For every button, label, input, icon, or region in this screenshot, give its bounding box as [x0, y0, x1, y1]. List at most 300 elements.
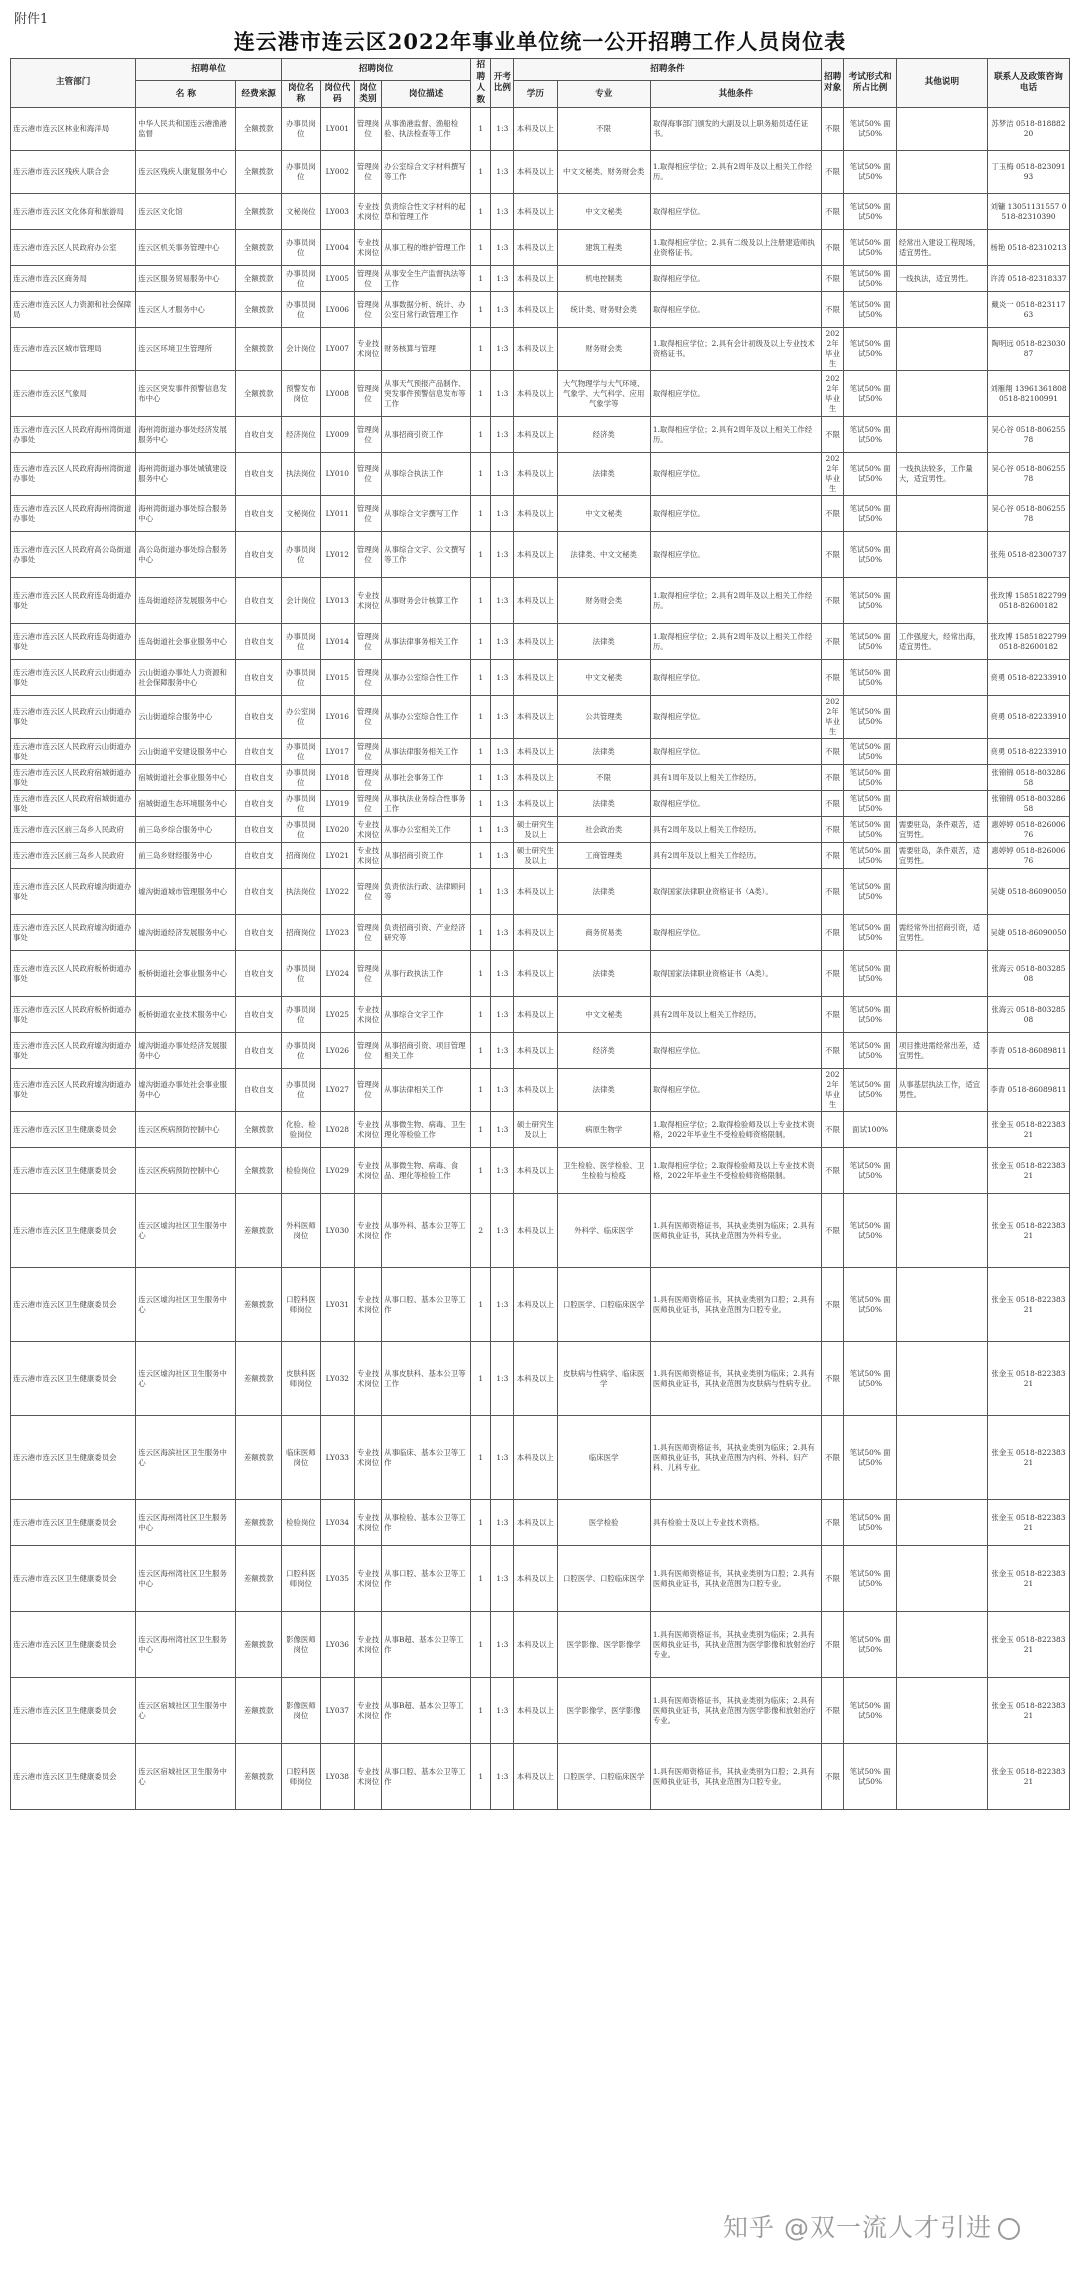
cell-other: 1.具有医师资格证书，其执业类别为口腔；2.具有医师执业证书，其执业范围为口腔专业。	[650, 1546, 821, 1612]
cell-dept: 连云港市连云区气象局	[11, 371, 136, 417]
cell-code: LY014	[320, 624, 354, 660]
cell-major: 统计类、财务财会类	[557, 292, 650, 328]
header-dept: 主管部门	[11, 59, 136, 108]
cell-major: 医学检验	[557, 1500, 650, 1546]
cell-unit: 连云区残疾人康复服务中心	[136, 151, 236, 194]
cell-num: 1	[471, 1342, 491, 1416]
cell-ratio: 1:3	[491, 1546, 514, 1612]
cell-post: 办事员岗位	[282, 108, 321, 151]
cell-unit: 墟沟街道经济发展服务中心	[136, 915, 236, 951]
cell-code: LY020	[320, 817, 354, 843]
cell-exam: 笔试50% 面试50%	[844, 1268, 896, 1342]
cell-code: LY002	[320, 151, 354, 194]
cell-note	[896, 328, 987, 371]
positions-table	[10, 58, 1070, 1810]
cell-edu: 本科及以上	[514, 194, 557, 230]
cell-type: 专业技术岗位	[354, 1416, 381, 1500]
cell-post: 口腔科医师岗位	[282, 1268, 321, 1342]
cell-edu: 本科及以上	[514, 151, 557, 194]
cell-fund: 自收自支	[236, 696, 282, 739]
cell-other: 1.具有医师资格证书，其执业类别为临床；2.具有医师执业证书，其执业范围为医学影像和放射治疗专业。	[650, 1612, 821, 1678]
cell-num: 1	[471, 371, 491, 417]
cell-desc: 从事检验、基本公卫等工作	[382, 1500, 471, 1546]
cell-target: 不限	[821, 843, 844, 869]
cell-note	[896, 1148, 987, 1194]
cell-note	[896, 1342, 987, 1416]
cell-target: 不限	[821, 869, 844, 915]
cell-fund: 自收自支	[236, 453, 282, 496]
cell-unit: 连云区墟沟社区卫生服务中心	[136, 1342, 236, 1416]
cell-exam: 笔试50% 面试50%	[844, 266, 896, 292]
cell-desc: 从事招商引资工作	[382, 417, 471, 453]
cell-fund: 自收自支	[236, 997, 282, 1033]
cell-other: 取得相应学位。	[650, 915, 821, 951]
cell-num: 1	[471, 1546, 491, 1612]
cell-num: 1	[471, 1033, 491, 1069]
cell-desc: 从事皮肤科、基本公卫等工作	[382, 1342, 471, 1416]
table-row	[11, 578, 1070, 624]
cell-type: 专业技术岗位	[354, 578, 381, 624]
cell-desc: 从事办公室综合性工作	[382, 660, 471, 696]
cell-edu: 本科及以上	[514, 1342, 557, 1416]
cell-contact: 张金玉 0518-82238321	[987, 1268, 1069, 1342]
cell-edu: 本科及以上	[514, 869, 557, 915]
cell-fund: 全额拨款	[236, 371, 282, 417]
cell-exam: 笔试50% 面试50%	[844, 194, 896, 230]
cell-contact: 张苑 0518-82300737	[987, 532, 1069, 578]
cell-code: LY035	[320, 1546, 354, 1612]
cell-num: 1	[471, 266, 491, 292]
cell-fund: 差额拨款	[236, 1546, 282, 1612]
cell-note: 需要驻岛，条件艰苦，适宜男性。	[896, 843, 987, 869]
cell-other: 取得国家法律职业资格证书（A类）。	[650, 951, 821, 997]
header-post-group: 招聘岗位	[282, 59, 471, 81]
cell-contact: 张金玉 0518-82238321	[987, 1342, 1069, 1416]
cell-dept: 连云港市连云区人民政府高公岛街道办事处	[11, 532, 136, 578]
cell-dept: 连云港市连云区卫生健康委员会	[11, 1744, 136, 1810]
header-other-cond: 其他条件	[650, 81, 821, 108]
header-note: 其他说明	[896, 59, 987, 108]
cell-contact: 杨艳 0518-82310213	[987, 230, 1069, 266]
cell-type: 专业技术岗位	[354, 328, 381, 371]
cell-dept: 连云港市连云区人民政府宿城街道办事处	[11, 765, 136, 791]
cell-ratio: 1:3	[491, 1342, 514, 1416]
cell-other: 具有2周年及以上相关工作经历。	[650, 817, 821, 843]
cell-desc: 从事渔港监督、渔船检验、执法检查等工作	[382, 108, 471, 151]
cell-dept: 连云港市连云区人民政府宿城街道办事处	[11, 791, 136, 817]
cell-code: LY031	[320, 1268, 354, 1342]
cell-code: LY016	[320, 696, 354, 739]
cell-ratio: 1:3	[491, 765, 514, 791]
cell-type: 专业技术岗位	[354, 1546, 381, 1612]
cell-fund: 自收自支	[236, 496, 282, 532]
cell-type: 管理岗位	[354, 696, 381, 739]
cell-num: 2	[471, 1194, 491, 1268]
cell-desc: 从事口腔、基本公卫等工作	[382, 1268, 471, 1342]
cell-target: 不限	[821, 230, 844, 266]
cell-other: 1.取得相应学位；2.取得检验师及以上专业技术资格，2022年毕业生不受检验师资格限制。	[650, 1112, 821, 1148]
cell-exam: 面试100%	[844, 1112, 896, 1148]
cell-contact: 张锦锦 0518-80328658	[987, 765, 1069, 791]
cell-num: 1	[471, 817, 491, 843]
cell-dept: 连云港市连云区城市管理局	[11, 328, 136, 371]
cell-note	[896, 739, 987, 765]
cell-edu: 本科及以上	[514, 328, 557, 371]
table-row	[11, 1033, 1070, 1069]
cell-other: 取得相应学位。	[650, 739, 821, 765]
cell-post: 办事员岗位	[282, 532, 321, 578]
cell-target: 2022年毕业生	[821, 328, 844, 371]
cell-ratio: 1:3	[491, 843, 514, 869]
cell-fund: 自收自支	[236, 843, 282, 869]
cell-post: 化验、检验岗位	[282, 1112, 321, 1148]
cell-type: 管理岗位	[354, 108, 381, 151]
cell-edu: 本科及以上	[514, 915, 557, 951]
header-contact: 联系人及政策咨询电话	[987, 59, 1069, 108]
cell-unit: 宿城街道生态环境服务中心	[136, 791, 236, 817]
cell-other: 取得相应学位。	[650, 266, 821, 292]
cell-contact: 惠婷婷 0518-82600676	[987, 817, 1069, 843]
cell-desc: 负责招商引资、产业经济研究等	[382, 915, 471, 951]
cell-type: 专业技术岗位	[354, 1112, 381, 1148]
cell-desc: 从事口腔、基本公卫等工作	[382, 1546, 471, 1612]
cell-unit: 连云区疾病预防控制中心	[136, 1112, 236, 1148]
cell-unit: 连岛街道经济发展服务中心	[136, 578, 236, 624]
cell-num: 1	[471, 660, 491, 696]
cell-contact: 张锦锦 0518-80328658	[987, 791, 1069, 817]
cell-post: 办事员岗位	[282, 151, 321, 194]
cell-exam: 笔试50% 面试50%	[844, 660, 896, 696]
cell-post: 会计岗位	[282, 328, 321, 371]
cell-contact: 张金玉 0518-82238321	[987, 1744, 1069, 1810]
cell-post: 办事员岗位	[282, 791, 321, 817]
table-body	[11, 108, 1070, 1810]
cell-other: 1.取得相应学位；2.具有二级及以上注册建造师执业资格证书。	[650, 230, 821, 266]
cell-num: 1	[471, 843, 491, 869]
cell-fund: 差额拨款	[236, 1612, 282, 1678]
cell-num: 1	[471, 1112, 491, 1148]
cell-type: 管理岗位	[354, 532, 381, 578]
table-row	[11, 869, 1070, 915]
cell-edu: 硕士研究生及以上	[514, 817, 557, 843]
cell-type: 管理岗位	[354, 739, 381, 765]
header-post-desc: 岗位描述	[382, 81, 471, 108]
cell-code: LY038	[320, 1744, 354, 1810]
cell-edu: 本科及以上	[514, 1033, 557, 1069]
cell-dept: 连云港市连云区卫生健康委员会	[11, 1500, 136, 1546]
cell-type: 专业技术岗位	[354, 997, 381, 1033]
cell-post: 检验岗位	[282, 1500, 321, 1546]
cell-exam: 笔试50% 面试50%	[844, 843, 896, 869]
cell-code: LY032	[320, 1342, 354, 1416]
cell-other: 具有2周年及以上相关工作经历。	[650, 843, 821, 869]
cell-num: 1	[471, 108, 491, 151]
cell-unit: 连云区疾病预防控制中心	[136, 1148, 236, 1194]
cell-other: 1.取得相应学位；2.具有2周年及以上相关工作经历。	[650, 578, 821, 624]
cell-code: LY006	[320, 292, 354, 328]
cell-type: 管理岗位	[354, 266, 381, 292]
cell-exam: 笔试50% 面试50%	[844, 791, 896, 817]
cell-dept: 连云港市连云区卫生健康委员会	[11, 1342, 136, 1416]
cell-type: 管理岗位	[354, 791, 381, 817]
cell-contact: 张金玉 0518-82238321	[987, 1194, 1069, 1268]
table-row	[11, 791, 1070, 817]
cell-target: 不限	[821, 1342, 844, 1416]
cell-edu: 本科及以上	[514, 1744, 557, 1810]
cell-major: 中文文秘类、财务财会类	[557, 151, 650, 194]
cell-major: 机电控制类	[557, 266, 650, 292]
watermark-text: 知乎 @双一流人才引进	[723, 2213, 992, 2242]
cell-ratio: 1:3	[491, 266, 514, 292]
cell-ratio: 1:3	[491, 417, 514, 453]
cell-ratio: 1:3	[491, 660, 514, 696]
table-row	[11, 817, 1070, 843]
cell-ratio: 1:3	[491, 817, 514, 843]
cell-dept: 连云港市连云区人民政府云山街道办事处	[11, 739, 136, 765]
cell-fund: 自收自支	[236, 765, 282, 791]
cell-note	[896, 660, 987, 696]
cell-contact: 张金玉 0518-82238321	[987, 1416, 1069, 1500]
cell-other: 取得相应学位。	[650, 453, 821, 496]
header-edu: 学历	[514, 81, 557, 108]
cell-code: LY026	[320, 1033, 354, 1069]
cell-num: 1	[471, 453, 491, 496]
cell-contact: 李青 0518-86089811	[987, 1033, 1069, 1069]
cell-desc: 从事综合执法工作	[382, 453, 471, 496]
cell-dept: 连云港市连云区人民政府墟沟街道办事处	[11, 869, 136, 915]
cell-post: 办事员岗位	[282, 951, 321, 997]
cell-desc: 从事法律相关工作	[382, 1069, 471, 1112]
cell-edu: 本科及以上	[514, 371, 557, 417]
cell-edu: 本科及以上	[514, 1148, 557, 1194]
cell-code: LY015	[320, 660, 354, 696]
cell-major: 经济类	[557, 417, 650, 453]
cell-code: LY022	[320, 869, 354, 915]
cell-desc: 从事综合文字撰写工作	[382, 496, 471, 532]
cell-type: 管理岗位	[354, 765, 381, 791]
cell-note	[896, 578, 987, 624]
cell-desc: 从事口腔、基本公卫等工作	[382, 1744, 471, 1810]
cell-unit: 云山街道办事处人力资源和社会保障服务中心	[136, 660, 236, 696]
cell-unit: 连云区文化馆	[136, 194, 236, 230]
watermark	[723, 2208, 1020, 2244]
cell-edu: 本科及以上	[514, 739, 557, 765]
cell-edu: 本科及以上	[514, 453, 557, 496]
table-row	[11, 496, 1070, 532]
cell-target: 不限	[821, 915, 844, 951]
cell-num: 1	[471, 1069, 491, 1112]
cell-desc: 从事法律服务相关工作	[382, 739, 471, 765]
cell-edu: 本科及以上	[514, 108, 557, 151]
cell-fund: 全额拨款	[236, 194, 282, 230]
cell-edu: 本科及以上	[514, 578, 557, 624]
table-row	[11, 765, 1070, 791]
cell-num: 1	[471, 696, 491, 739]
cell-code: LY029	[320, 1148, 354, 1194]
cell-major: 中文文秘类	[557, 997, 650, 1033]
cell-num: 1	[471, 328, 491, 371]
cell-ratio: 1:3	[491, 791, 514, 817]
table-row	[11, 951, 1070, 997]
cell-dept: 连云港市连云区前三岛乡人民政府	[11, 817, 136, 843]
table-row	[11, 1112, 1070, 1148]
cell-ratio: 1:3	[491, 696, 514, 739]
cell-ratio: 1:3	[491, 869, 514, 915]
cell-unit: 墟沟街道办事处经济发展服务中心	[136, 1033, 236, 1069]
cell-num: 1	[471, 791, 491, 817]
cell-dept: 连云港市连云区林业和海洋局	[11, 108, 136, 151]
cell-ratio: 1:3	[491, 1148, 514, 1194]
cell-target: 不限	[821, 1268, 844, 1342]
cell-desc: 从事微生物、病毒、食品、理化等检验工作	[382, 1148, 471, 1194]
cell-fund: 差额拨款	[236, 1342, 282, 1416]
cell-contact: 张玫博 15851822799 0518-82600182	[987, 578, 1069, 624]
cell-exam: 笔试50% 面试50%	[844, 1500, 896, 1546]
cell-code: LY009	[320, 417, 354, 453]
cell-contact: 张金玉 0518-82238321	[987, 1678, 1069, 1744]
cell-code: LY021	[320, 843, 354, 869]
cell-code: LY037	[320, 1678, 354, 1744]
cell-contact: 丁玉梅 0518-82309193	[987, 151, 1069, 194]
cell-type: 管理岗位	[354, 1069, 381, 1112]
cell-unit: 连云区突发事件预警信息发布中心	[136, 371, 236, 417]
cell-contact: 许涛 0518-82318337	[987, 266, 1069, 292]
cell-major: 社会政治类	[557, 817, 650, 843]
cell-num: 1	[471, 1612, 491, 1678]
cell-dept: 连云港市连云区文化体育和旅游局	[11, 194, 136, 230]
cell-type: 管理岗位	[354, 151, 381, 194]
cell-fund: 差额拨款	[236, 1744, 282, 1810]
cell-ratio: 1:3	[491, 151, 514, 194]
cell-type: 专业技术岗位	[354, 1500, 381, 1546]
cell-unit: 连云区海州湾社区卫生服务中心	[136, 1500, 236, 1546]
cell-target: 不限	[821, 1194, 844, 1268]
table-row	[11, 532, 1070, 578]
cell-note	[896, 1268, 987, 1342]
cell-major: 法律类	[557, 791, 650, 817]
cell-dept: 连云港市连云区人民政府板桥街道办事处	[11, 997, 136, 1033]
cell-post: 办事员岗位	[282, 817, 321, 843]
cell-post: 文秘岗位	[282, 194, 321, 230]
cell-unit: 高公岛街道办事处综合服务中心	[136, 532, 236, 578]
cell-code: LY005	[320, 266, 354, 292]
cell-unit: 连云区人才服务中心	[136, 292, 236, 328]
cell-major: 建筑工程类	[557, 230, 650, 266]
header-unit-group: 招聘单位	[136, 59, 282, 81]
cell-desc: 从事B超、基本公卫等工作	[382, 1678, 471, 1744]
cell-major: 临床医学	[557, 1416, 650, 1500]
cell-type: 管理岗位	[354, 417, 381, 453]
cell-desc: 从事数据分析、统计、办公室日常行政管理工作	[382, 292, 471, 328]
cell-note: 经常出入建设工程现场，适宜男性。	[896, 230, 987, 266]
cell-target: 不限	[821, 417, 844, 453]
cell-contact: 张玫博 15851822799 0518-82600182	[987, 624, 1069, 660]
cell-fund: 全额拨款	[236, 292, 282, 328]
cell-contact: 吴婕 0518-86090050	[987, 915, 1069, 951]
cell-dept: 连云港市连云区人民政府海州湾街道办事处	[11, 417, 136, 453]
cell-dept: 连云港市连云区人民政府墟沟街道办事处	[11, 1033, 136, 1069]
cell-note	[896, 108, 987, 151]
cell-code: LY001	[320, 108, 354, 151]
table-row	[11, 1416, 1070, 1500]
cell-edu: 本科及以上	[514, 1416, 557, 1500]
cell-desc: 从事B超、基本公卫等工作	[382, 1612, 471, 1678]
cell-code: LY018	[320, 765, 354, 791]
cell-desc: 从事办公室综合性工作	[382, 696, 471, 739]
cell-exam: 笔试50% 面试50%	[844, 1069, 896, 1112]
cell-post: 办事员岗位	[282, 266, 321, 292]
cell-ratio: 1:3	[491, 1744, 514, 1810]
cell-note	[896, 417, 987, 453]
cell-dept: 连云港市连云区卫生健康委员会	[11, 1112, 136, 1148]
cell-post: 办事员岗位	[282, 1033, 321, 1069]
cell-other: 取得相应学位。	[650, 696, 821, 739]
cell-exam: 笔试50% 面试50%	[844, 417, 896, 453]
cell-fund: 全额拨款	[236, 1112, 282, 1148]
cell-target: 不限	[821, 765, 844, 791]
cell-fund: 自收自支	[236, 624, 282, 660]
cell-code: LY036	[320, 1612, 354, 1678]
cell-edu: 本科及以上	[514, 292, 557, 328]
cell-unit: 海州湾街道办事处城镇建设服务中心	[136, 453, 236, 496]
cell-target: 2022年毕业生	[821, 453, 844, 496]
cell-fund: 自收自支	[236, 417, 282, 453]
cell-fund: 自收自支	[236, 1069, 282, 1112]
cell-target: 不限	[821, 997, 844, 1033]
cell-desc: 从事社会事务工作	[382, 765, 471, 791]
cell-post: 办事员岗位	[282, 739, 321, 765]
cell-contact: 贲勇 0518-82233910	[987, 696, 1069, 739]
cell-exam: 笔试50% 面试50%	[844, 371, 896, 417]
cell-code: LY028	[320, 1112, 354, 1148]
cell-desc: 从事综合文字工作	[382, 997, 471, 1033]
cell-dept: 连云港市连云区人民政府海州湾街道办事处	[11, 496, 136, 532]
cell-num: 1	[471, 997, 491, 1033]
cell-edu: 本科及以上	[514, 1678, 557, 1744]
cell-target: 不限	[821, 1033, 844, 1069]
cell-ratio: 1:3	[491, 997, 514, 1033]
cell-fund: 自收自支	[236, 739, 282, 765]
cell-note	[896, 791, 987, 817]
cell-code: LY010	[320, 453, 354, 496]
cell-post: 预警发布岗位	[282, 371, 321, 417]
cell-other: 具有2周年及以上相关工作经历。	[650, 997, 821, 1033]
cell-exam: 笔试50% 面试50%	[844, 1148, 896, 1194]
cell-num: 1	[471, 951, 491, 997]
cell-dept: 连云港市连云区前三岛乡人民政府	[11, 843, 136, 869]
cell-major: 法律类、中文文秘类	[557, 532, 650, 578]
cell-unit: 海州湾街道办事处综合服务中心	[136, 496, 236, 532]
cell-target: 不限	[821, 194, 844, 230]
watermark-icon	[998, 2218, 1020, 2240]
cell-ratio: 1:3	[491, 1112, 514, 1148]
header-row-1	[11, 59, 1070, 81]
cell-edu: 本科及以上	[514, 624, 557, 660]
cell-unit: 连云区墟沟社区卫生服务中心	[136, 1268, 236, 1342]
cell-fund: 全额拨款	[236, 230, 282, 266]
cell-note: 一线执法较多，工作量大，适宜男性。	[896, 453, 987, 496]
cell-ratio: 1:3	[491, 194, 514, 230]
table-row	[11, 328, 1070, 371]
cell-other: 1.具有医师资格证书，其执业类别为临床；2.具有医师执业证书，其执业范围为内科、外科、妇产科、儿科专业。	[650, 1416, 821, 1500]
cell-code: LY007	[320, 328, 354, 371]
cell-target: 不限	[821, 1500, 844, 1546]
table-row	[11, 660, 1070, 696]
table-row	[11, 696, 1070, 739]
cell-major: 财务财会类	[557, 328, 650, 371]
cell-unit: 墟沟街道办事处社会事业服务中心	[136, 1069, 236, 1112]
cell-num: 1	[471, 1268, 491, 1342]
